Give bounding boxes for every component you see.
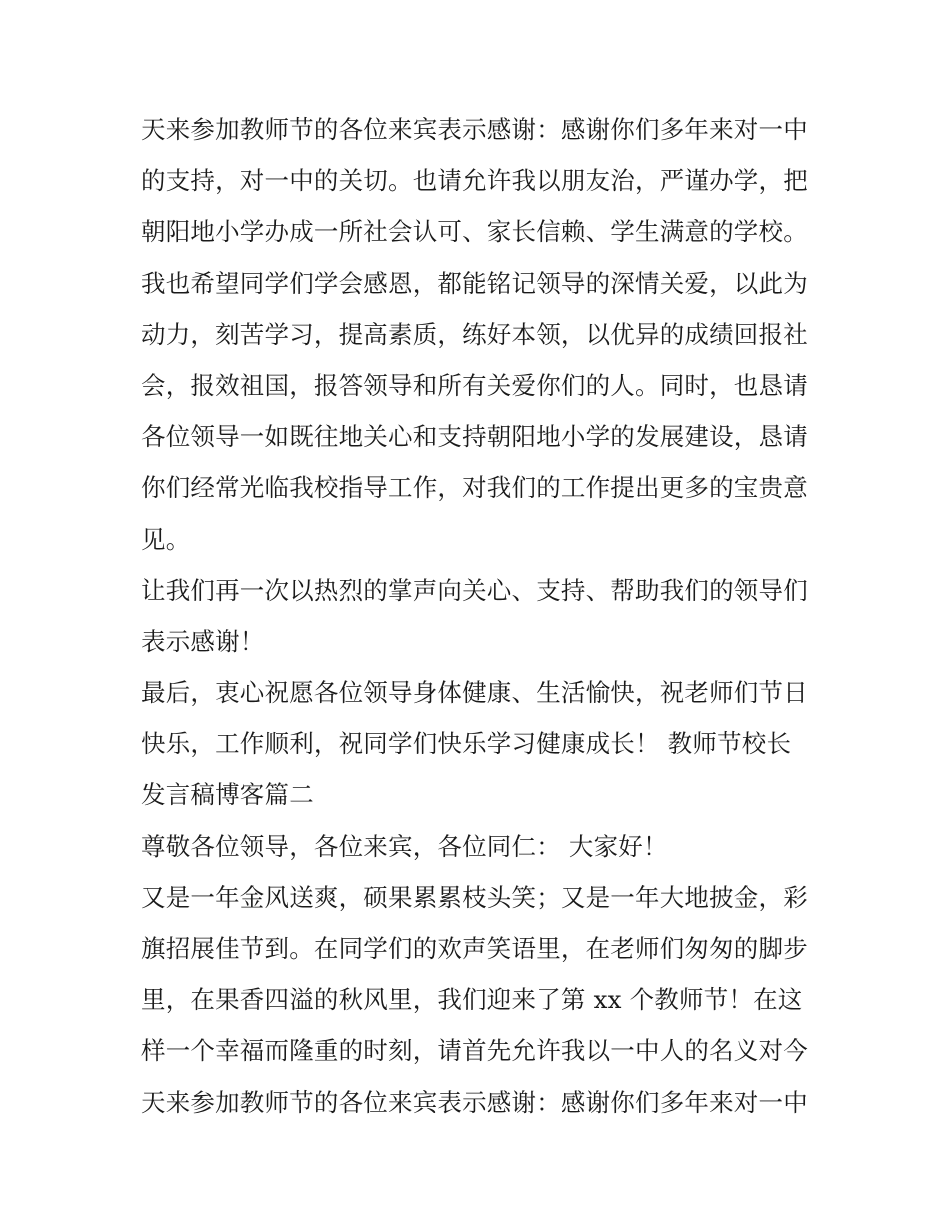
text-line: 各位领导一如既往地关心和支持朝阳地小学的发展建设，恳请 [141, 422, 808, 452]
document-body [141, 104, 821, 1128]
text-line: 尊敬各位领导，各位来宾，各位同仁： 大家好！ [141, 831, 668, 861]
text-line: 动力，刻苦学习，提高素质，练好本领，以优异的成绩回报社 [141, 319, 808, 349]
text-line: 最后，衷心祝愿各位领导身体健康、生活愉快，祝老师们节日 [141, 678, 808, 708]
text-line: 朝阳地小学办成一所社会认可、家长信赖、学生满意的学校。 [141, 217, 808, 247]
text-line: 里，在果香四溢的秋风里，我们迎来了第 xx 个教师节！在这 [141, 985, 803, 1015]
text-line: 让我们再一次以热烈的掌声向关心、支持、帮助我们的领导们 [141, 575, 808, 605]
text-line: 表示感谢！ [141, 626, 265, 656]
text-line: 见。 [141, 524, 191, 554]
text-line: 你们经常光临我校指导工作，对我们的工作提出更多的宝贵意 [141, 473, 808, 503]
text-line: 的支持，对一中的关切。也请允许我以朋友治，严谨办学，把 [141, 166, 808, 196]
text-line: 我也希望同学们学会感恩，都能铭记领导的深情关爱，以此为 [141, 268, 808, 298]
text-line: 天来参加教师节的各位来宾表示感谢：感谢你们多年来对一中 [141, 115, 808, 144]
text-line: 发言稿博客篇二 [141, 780, 314, 810]
text-line: 快乐，工作顺利，祝同学们快乐学习健康成长！ 教师节校长 [141, 729, 792, 759]
text-line: 又是一年金风送爽，硕果累累枝头笑；又是一年大地披金，彩 [141, 882, 808, 912]
text-line: 样一个幸福而隆重的时刻，请首先允许我以一中人的名义对今 [141, 1036, 808, 1066]
text-line: 天来参加教师节的各位来宾表示感谢：感谢你们多年来对一中 [141, 1087, 808, 1117]
text-line: 会，报效祖国，报答领导和所有关爱你们的人。同时，也恳请 [141, 370, 808, 400]
text-line: 旗招展佳节到。在同学们的欢声笑语里，在老师们匆匆的脚步 [141, 934, 808, 963]
